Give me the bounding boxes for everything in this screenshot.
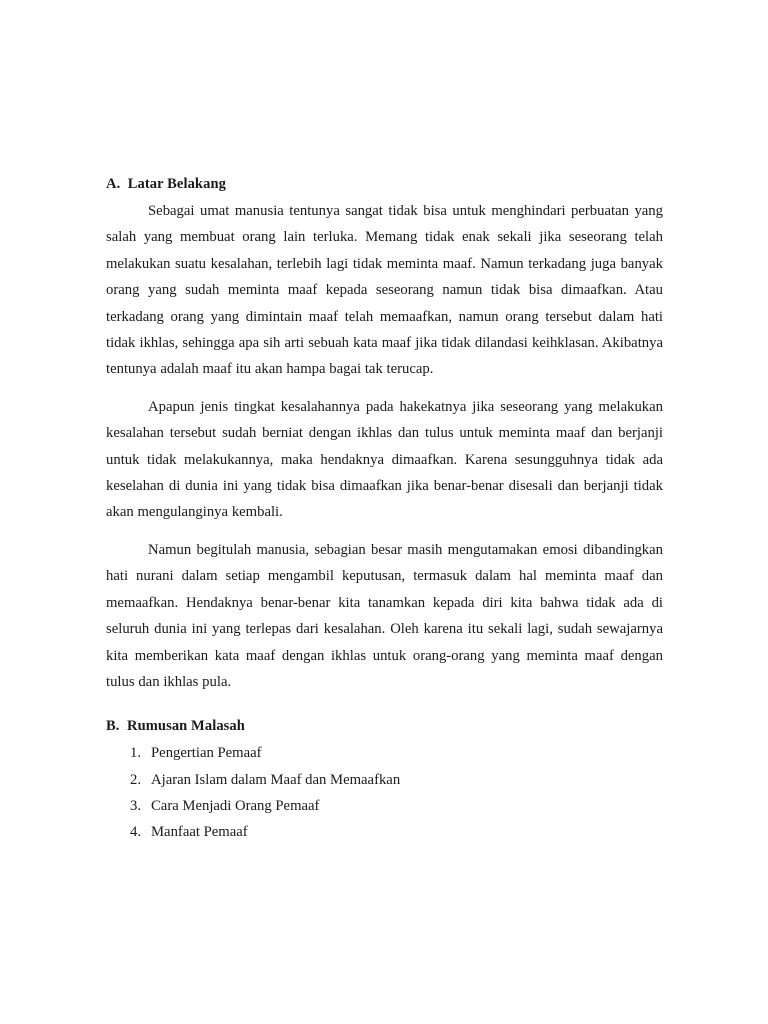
section-marker-a: A. bbox=[106, 176, 128, 192]
section-title-b: Rumusan Malasah bbox=[127, 718, 245, 735]
rumusan-masalah-list bbox=[106, 740, 663, 845]
section-heading-rumusan-malasah bbox=[106, 716, 663, 736]
list-item bbox=[106, 793, 663, 819]
list-item-label: Cara Menjadi Orang Pemaaf bbox=[151, 797, 320, 814]
section-spacer bbox=[106, 695, 663, 716]
list-item-number: 4. bbox=[130, 824, 142, 841]
section-title-a: Latar Belakang bbox=[127, 176, 226, 192]
list-item-label: Ajaran Islam dalam Maaf dan Memaafkan bbox=[151, 771, 401, 788]
list-item-number: 3. bbox=[130, 797, 142, 814]
list-item-label: Pengertian Pemaaf bbox=[151, 745, 262, 762]
list-item bbox=[106, 819, 663, 845]
paragraph-3: Namun begitulah manusia, sebagian besar masih mengutamakan emosi dibandingkan hati nurani dalam setiap mengambil keputusan, termasuk dalam hal meminta maaf dan memaafkan. Hendaknya benar-benar kita tanamkan kepada diri kita bahwa tidak ada di seluruh dunia ini yang terlepas dari kesalahan. Oleh karena itu sekali lagi, sudah sewajarnya kita memberikan kata maaf dengan ikhlas untuk orang-orang yang meminta maaf dengan tulus dan ikhlas pula. bbox=[106, 541, 663, 690]
document-body bbox=[106, 174, 663, 846]
list-item bbox=[106, 740, 663, 766]
list-item bbox=[106, 767, 663, 793]
paragraph-2: Apapun jenis tingkat kesalahannya pada hakekatnya jika seseorang yang melakukan kesalahan tersebut sudah berniat dengan ikhlas dan tulus untuk meminta maaf dan berjanji untuk tidak melakukannya, maka hendaknya dimaafkan. Karena sesungguhnya tidak ada keselahan di dunia ini yang tidak bisa dimaafkan jika benar-benar disesali dan berjanji tidak akan mengulanginya kembali. bbox=[106, 398, 663, 521]
section-heading-latar-belakang bbox=[106, 174, 663, 194]
list-item-number: 1. bbox=[130, 745, 142, 762]
section-marker-b: B. bbox=[106, 718, 127, 735]
list-item-number: 2. bbox=[130, 771, 142, 788]
list-item-label: Manfaat Pemaaf bbox=[151, 824, 248, 841]
paragraph-1: Sebagai umat manusia tentunya sangat tidak bisa untuk menghindari perbuatan yang salah yang membuat orang lain terluka. Memang tidak enak sekali jika seseorang telah melakukan suatu kesalahan, terlebih lagi tidak meminta maaf. Namun terkadang juga banyak orang yang sudah meminta maaf kepada seseorang namun tidak bisa dimaafkan. Atau terkadang orang yang dimintain maaf telah memaafkan, namun orang tersebut dalam hati tidak ikhlas, sehingga apa sih arti sebuah kata maaf jika tidak dilandasi keihklasan. Akibatnya tentunya adalah maaf itu akan hampa bagai tak terucap. bbox=[106, 203, 663, 378]
